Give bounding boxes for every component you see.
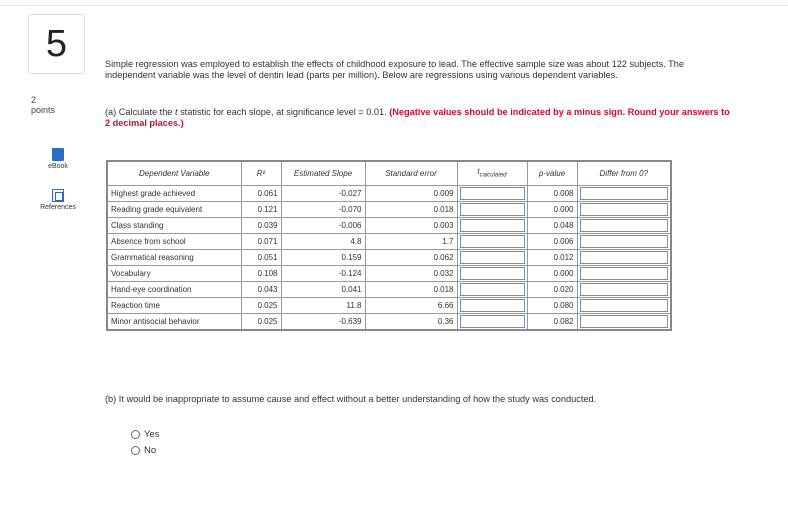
table-row xyxy=(107,249,671,265)
references-button[interactable] xyxy=(34,189,82,211)
row-name: Reading grade equivalent xyxy=(107,201,241,217)
row-name: Class standing xyxy=(107,217,241,233)
differ-from-zero-select[interactable] xyxy=(580,315,669,328)
references-label: References xyxy=(40,204,76,211)
differ-from-zero-select[interactable] xyxy=(580,251,669,264)
table-row xyxy=(107,233,671,249)
differ-from-zero-select[interactable] xyxy=(580,283,669,296)
differ-from-zero-select-cell xyxy=(577,201,671,217)
regression-table xyxy=(106,160,672,331)
row-p-value: 0.048 xyxy=(527,217,577,233)
table-row xyxy=(107,297,671,313)
t-symbol: t xyxy=(174,107,178,117)
header-standard-error: Standard error xyxy=(365,161,457,185)
row-slope: -0.006 xyxy=(281,217,365,233)
t-calculated-input[interactable] xyxy=(460,187,525,200)
row-r2: 0.039 xyxy=(241,217,281,233)
option-yes[interactable] xyxy=(131,429,160,440)
row-name: Vocabulary xyxy=(107,265,241,281)
part-a-prefix: (a) Calculate the xyxy=(105,107,175,117)
header-estimated-slope: Estimated Slope xyxy=(281,161,365,185)
differ-from-zero-select-cell xyxy=(577,249,671,265)
part-a-prompt xyxy=(105,107,735,129)
header-t-subscript: calculated xyxy=(479,173,507,180)
row-r2: 0.043 xyxy=(241,281,281,297)
points-indicator xyxy=(31,95,55,115)
radio-yes[interactable] xyxy=(131,430,140,439)
row-r2: 0.051 xyxy=(241,249,281,265)
option-no-label: No xyxy=(144,445,157,456)
row-se: 0.018 xyxy=(365,281,457,297)
differ-from-zero-select-cell xyxy=(577,217,671,233)
question-intro: Simple regression was employed to establish the effects of childhood exposure to lead. The effective sample size was about 122 subjects. The independent variable was the level of dentin lead (parts per million). Below are regressions using various dependent variables. xyxy=(105,59,684,80)
row-p-value: 0.000 xyxy=(527,201,577,217)
ebook-button[interactable] xyxy=(34,148,82,170)
ebook-icon xyxy=(52,148,64,161)
row-r2: 0.025 xyxy=(241,297,281,313)
differ-from-zero-select[interactable] xyxy=(580,267,669,280)
table-row xyxy=(107,185,671,201)
t-calculated-input-cell xyxy=(457,217,527,233)
table-row xyxy=(107,281,671,297)
row-se: 1.7 xyxy=(365,233,457,249)
row-p-value: 0.008 xyxy=(527,185,577,201)
differ-from-zero-select-cell xyxy=(577,313,671,330)
differ-from-zero-select-cell xyxy=(577,233,671,249)
t-calculated-input-cell xyxy=(457,265,527,281)
t-calculated-input[interactable] xyxy=(460,251,525,264)
t-calculated-input-cell xyxy=(457,281,527,297)
t-calculated-input[interactable] xyxy=(460,299,525,312)
header-t-calculated xyxy=(457,161,527,185)
ebook-label: eBook xyxy=(48,163,68,170)
differ-from-zero-select[interactable] xyxy=(580,219,669,232)
points-label: points xyxy=(31,105,56,115)
points-value: 2 xyxy=(31,95,37,105)
table-row xyxy=(107,313,671,330)
question-number: 5 xyxy=(45,22,68,65)
row-se: 0.009 xyxy=(365,185,457,201)
t-calculated-input[interactable] xyxy=(460,315,525,328)
differ-from-zero-select-cell xyxy=(577,185,671,201)
question-number-box xyxy=(28,14,85,74)
references-icon xyxy=(52,189,64,202)
row-se: 0.032 xyxy=(365,265,457,281)
row-p-value: 0.080 xyxy=(527,297,577,313)
top-divider xyxy=(0,5,788,6)
t-calculated-input[interactable] xyxy=(460,203,525,216)
row-name: Highest grade achieved xyxy=(107,185,241,201)
differ-from-zero-select[interactable] xyxy=(580,299,669,312)
row-r2: 0.121 xyxy=(241,201,281,217)
part-b-prompt: (b) It would be inappropriate to assume cause and effect without a better understanding of how the study was conducted. xyxy=(105,394,597,404)
differ-from-zero-select-cell xyxy=(577,265,671,281)
t-calculated-input-cell xyxy=(457,185,527,201)
t-calculated-input-cell xyxy=(457,249,527,265)
table-row xyxy=(107,265,671,281)
row-name: Reaction time xyxy=(107,297,241,313)
t-calculated-input-cell xyxy=(457,313,527,330)
header-p-value: p-value xyxy=(527,161,577,185)
row-slope: -0.124 xyxy=(281,265,365,281)
row-p-value: 0.006 xyxy=(527,233,577,249)
row-se: 0.018 xyxy=(365,201,457,217)
row-se: 0.062 xyxy=(365,249,457,265)
row-slope: 0.159 xyxy=(281,249,365,265)
row-name: Grammatical reasoning xyxy=(107,249,241,265)
row-slope: -0.027 xyxy=(281,185,365,201)
part-a-middle: statistic for each slope, at significance level = 0.01. xyxy=(177,107,390,117)
differ-from-zero-select-cell xyxy=(577,297,671,313)
t-calculated-input[interactable] xyxy=(460,219,525,232)
differ-from-zero-select[interactable] xyxy=(580,187,669,200)
option-yes-label: Yes xyxy=(144,429,160,440)
differ-from-zero-select-cell xyxy=(577,281,671,297)
header-r-squared: R² xyxy=(241,161,281,185)
table-row xyxy=(107,217,671,233)
t-calculated-input-cell xyxy=(457,201,527,217)
t-calculated-input[interactable] xyxy=(460,283,525,296)
row-se: 6.66 xyxy=(365,297,457,313)
row-p-value: 0.012 xyxy=(527,249,577,265)
t-calculated-input[interactable] xyxy=(460,267,525,280)
row-r2: 0.061 xyxy=(241,185,281,201)
row-se: 0.003 xyxy=(365,217,457,233)
table-row xyxy=(107,201,671,217)
t-calculated-input-cell xyxy=(457,233,527,249)
header-dependent-variable: Dependent Variable xyxy=(107,161,241,185)
row-p-value: 0.082 xyxy=(527,313,577,330)
row-se: 0.36 xyxy=(365,313,457,330)
part-a-instruction: (Negative values should be indicated by a minus sign. Round your answers to 2 decimal places.) xyxy=(105,107,730,128)
row-p-value: 0.020 xyxy=(527,281,577,297)
header-differ-from-zero: Differ from 0? xyxy=(577,161,671,185)
option-no[interactable] xyxy=(131,445,156,456)
table-header-row xyxy=(107,161,671,185)
differ-from-zero-select[interactable] xyxy=(580,235,669,248)
t-calculated-input[interactable] xyxy=(460,235,525,248)
row-r2: 0.108 xyxy=(241,265,281,281)
row-name: Hand-eye coordination xyxy=(107,281,241,297)
header-t-symbol: t xyxy=(477,167,480,177)
row-name: Absence from school xyxy=(107,233,241,249)
differ-from-zero-select[interactable] xyxy=(580,203,669,216)
row-r2: 0.071 xyxy=(241,233,281,249)
row-slope: -0.639 xyxy=(281,313,365,330)
t-calculated-input-cell xyxy=(457,297,527,313)
row-r2: 0.025 xyxy=(241,313,281,330)
row-slope: 11.8 xyxy=(281,297,365,313)
row-p-value: 0.000 xyxy=(527,265,577,281)
row-slope: 4.8 xyxy=(281,233,365,249)
radio-no[interactable] xyxy=(131,446,140,455)
row-name: Minor antisocial behavior xyxy=(107,313,241,330)
row-slope: -0.070 xyxy=(281,201,365,217)
row-slope: 0.041 xyxy=(281,281,365,297)
